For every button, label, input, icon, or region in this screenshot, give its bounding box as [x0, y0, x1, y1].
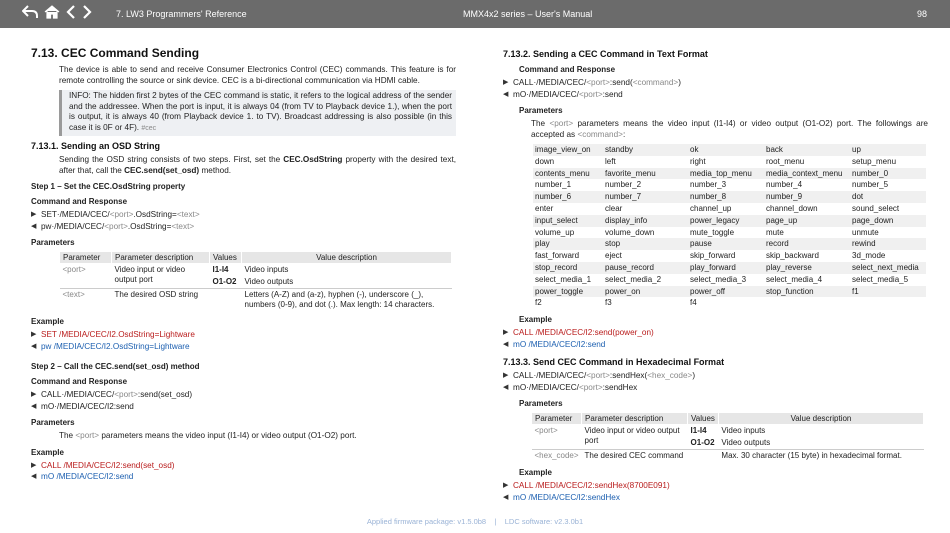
command-cell: page_up	[764, 215, 850, 227]
left-column	[31, 46, 456, 484]
page-footer	[0, 517, 950, 526]
command-cell	[850, 297, 926, 309]
send-command: ▶ CALL·/MEDIA/CEC/ <port> :send( <command> )	[503, 78, 681, 87]
command-cell: channel_up	[690, 203, 732, 213]
command-cell: f4	[690, 298, 697, 308]
command-cell: clear	[605, 203, 623, 213]
command-cell: skip_backward	[766, 251, 819, 261]
sendhex-command: ▶ CALL·/MEDIA/CEC/ <port> :sendHex( <hex_code> )	[503, 371, 696, 381]
arrow-left-icon: ◀	[31, 222, 37, 230]
command-cell: number_1	[535, 180, 572, 190]
command-row	[533, 274, 926, 286]
command-cell: number_4	[766, 180, 803, 190]
command-cell: sound_select	[852, 203, 900, 213]
hex-param-table: Parameter Parameter description Values Value description <port> Video input or video output port I1-I4 Video inputs O1-O2 Video outputs <hex_code> The desired CEC command Max. 30 character (15 byte) in hexadecimal format.	[531, 412, 924, 462]
command-cell: pause_record	[603, 262, 688, 274]
command-cell: fast_forward	[535, 251, 580, 261]
command-cell: up	[850, 144, 926, 156]
example-mo: ◀ mO /MEDIA/CEC/I2:send	[31, 472, 134, 481]
command-cell: input_select	[533, 215, 603, 227]
command-row	[533, 191, 926, 203]
mo-response: ◀ mO·/MEDIA/CEC/I2:send	[31, 401, 134, 411]
command-cell: display_info	[603, 215, 688, 227]
subsection-title-text: 7.13.2. Sending a CEC Command in Text Format	[503, 49, 708, 59]
command-cell: volume_up	[535, 227, 575, 237]
page-number: 98	[917, 9, 928, 19]
command-cell: left	[605, 156, 616, 166]
command-cell: record	[764, 238, 850, 250]
command-cell: eject	[605, 251, 622, 261]
command-cell: select_media_2	[605, 274, 662, 284]
command-row	[533, 286, 926, 298]
cmd-resp-heading-r: Command and Response	[519, 65, 616, 74]
command-cell: skip_forward	[690, 251, 736, 261]
command-cell: favorite_menu	[603, 168, 688, 180]
command-cell: power_on	[603, 286, 688, 298]
home-icon[interactable]	[44, 5, 60, 19]
command-cell: mute_toggle	[690, 227, 735, 237]
command-cell: media_context_menu	[764, 168, 850, 180]
command-row	[533, 250, 926, 262]
command-cell: unmute	[852, 227, 879, 237]
command-cell: number_8	[688, 191, 764, 203]
example-hex-mo: ◀ mO /MEDIA/CEC/I2:sendHex	[503, 492, 620, 502]
command-cell: power_off	[688, 286, 764, 298]
command-cell: select_media_1	[535, 274, 592, 284]
command-cell: number_3	[690, 180, 727, 190]
step2-heading: Step 2 – Call the CEC.send(set_osd) method	[31, 362, 200, 371]
command-cell: play_forward	[688, 262, 764, 274]
command-cell: number_0	[850, 168, 926, 180]
example-heading-hex: Example	[519, 468, 552, 478]
command-cell: mute	[766, 227, 784, 237]
command-row	[533, 238, 926, 250]
example-mo-r: ◀ mO /MEDIA/CEC/I2:send	[503, 339, 606, 349]
section-title: 7.13. CEC Command Sending	[31, 46, 200, 60]
command-cell: standby	[603, 144, 688, 156]
params-heading: Parameters	[31, 238, 75, 247]
param-table: Parameter Parameter description Values Value description <port> Video input or video output port I1-I4 Video inputs O1-O2 Video outputs <text> The desired OSD string Letters (A-Z) and (a-z), hyphen (-), underscore (_), numbers (0-9), and dot (.). Max length: 14 characters.	[59, 251, 452, 311]
example-call: ▶ CALL /MEDIA/CEC/I2:send(set_osd)	[31, 460, 175, 470]
subsection-title-osd: 7.13.1. Sending an OSD String	[31, 141, 161, 151]
nav-icons	[22, 5, 92, 19]
command-row	[533, 144, 926, 156]
example-heading-r: Example	[519, 315, 552, 325]
command-cell: dot	[850, 191, 926, 203]
params-heading-r: Parameters	[519, 106, 563, 115]
subsection-title-hex: 7.13.3. Send CEC Command in Hexadecimal Format	[503, 357, 725, 368]
example-set: ▶ SET /MEDIA/CEC/I2.OsdString=Lightware	[31, 330, 195, 339]
command-cell: number_6	[533, 191, 603, 203]
command-cell: contents_menu	[533, 168, 603, 180]
command-param-paragraph: The <port> parameters means the video input (I1-I4) or video output (O1-O2) port. The followings are accepted as <command>:	[531, 119, 928, 139]
call-command: ▶ CALL·/MEDIA/CEC/ <port> :send(set_osd)	[31, 390, 193, 399]
command-cell: f3	[605, 298, 612, 308]
command-row	[533, 297, 926, 309]
command-cell: f2	[535, 298, 542, 308]
command-row	[533, 215, 926, 227]
command-cell: stop_function	[764, 286, 850, 298]
command-row	[533, 168, 926, 180]
command-cell: 3d_mode	[852, 251, 886, 261]
command-cell: number_9	[764, 191, 850, 203]
intro-paragraph: The device is able to send and receive Consumer Electronics Control (CEC) commands. This feature is for remote controlling the source or sink device. CEC is a bi-directional communication via HDMI cable.	[59, 65, 456, 85]
example-heading-2: Example	[31, 447, 64, 457]
send-response: ◀ mO·/MEDIA/CEC/ <port> :send	[503, 89, 623, 99]
chevron-left-icon[interactable]	[66, 5, 76, 19]
command-cell: play_reverse	[764, 262, 850, 274]
info-text: INFO: The hidden first 2 bytes of the CEC command is static, it refers to the logical address of the sender and the addressee. When the port is input, it is always 04 (from TV to Playback device 1.), when the port is output, it is always 40 (from Playback device 1. to TV). Broadcast addressing is also possible (in this case it is 0F or 4F).	[69, 91, 452, 132]
command-cell: image_view_on	[533, 144, 603, 156]
command-cell: select_media_4	[766, 274, 823, 284]
command-cell: play	[533, 238, 603, 250]
command-cell: number_7	[603, 191, 688, 203]
command-cell: back	[764, 144, 850, 156]
back-icon[interactable]	[22, 5, 38, 19]
manual-title: MMX4x2 series – User's Manual	[463, 9, 593, 19]
chapter-title: 7. LW3 Programmers' Reference	[116, 9, 247, 19]
set-command: ▶ SET·/MEDIA/CEC/ <port> .OsdString= <text>	[31, 210, 200, 219]
footer-separator: |	[494, 517, 497, 526]
firmware-version[interactable]: Applied firmware package: v1.5.0b8	[366, 517, 487, 526]
sendhex-response: ◀ mO·/MEDIA/CEC/ <port> :sendHex	[503, 382, 638, 392]
command-cell: enter	[535, 203, 554, 213]
params-heading-2: Parameters	[31, 418, 75, 427]
header-bar	[0, 0, 950, 28]
command-cell: select_media_5	[852, 274, 909, 284]
step1-heading: Step 1 – Set the CEC.OsdString property	[31, 182, 186, 191]
command-cell: power_toggle	[533, 286, 603, 298]
example-call-r: ▶ CALL /MEDIA/CEC/I2:send(power_on)	[503, 328, 654, 338]
command-cell: select_next_media	[850, 262, 926, 274]
cmd-resp-heading: Command and Response	[31, 197, 128, 206]
info-box	[59, 90, 456, 136]
command-row	[533, 227, 926, 239]
ldc-version[interactable]: LDC software: v2.3.0b1	[504, 517, 584, 526]
osd-paragraph: Sending the OSD string consists of two steps. First, set the CEC.OsdString property with the desired text, after that, call the CEC.send(set_osd) method.	[59, 155, 456, 175]
command-cell: pause	[688, 238, 764, 250]
command-cell: setup_menu	[852, 156, 897, 166]
command-cell	[764, 297, 850, 309]
example-pw: ◀ pw /MEDIA/CEC/I2.OsdString=Lightware	[31, 341, 190, 351]
command-cell: media_top_menu	[688, 168, 764, 180]
command-row	[533, 262, 926, 274]
chevron-right-icon[interactable]	[82, 5, 92, 19]
command-cell: root_menu	[766, 156, 805, 166]
cmd-resp-heading-2: Command and Response	[31, 377, 128, 386]
arrow-right-icon: ▶	[31, 211, 37, 218]
command-cell: rewind	[850, 238, 926, 250]
command-cell: channel_down	[766, 203, 818, 213]
example-hex-call: ▶ CALL /MEDIA/CEC/I2:sendHex(8700E091)	[503, 481, 670, 491]
command-row	[533, 156, 926, 168]
command-cell: number_5	[852, 180, 889, 190]
command-cell: page_down	[850, 215, 926, 227]
command-cell: down	[535, 156, 555, 166]
command-cell: volume_down	[605, 227, 655, 237]
command-cell: number_2	[605, 180, 642, 190]
command-cell: f1	[850, 286, 926, 298]
port-param-paragraph: The <port> parameters means the video input (I1-I4) or video output (O1-O2) port.	[59, 431, 357, 440]
pw-response: ◀ pw·/MEDIA/CEC/ <port> .OsdString= <text>	[31, 221, 195, 231]
cec-command-table	[533, 144, 926, 309]
example-heading: Example	[31, 317, 64, 326]
params-heading-hex: Parameters	[519, 399, 563, 409]
command-cell: right	[690, 156, 706, 166]
right-column	[503, 46, 928, 504]
command-cell: select_media_3	[690, 274, 747, 284]
command-cell: ok	[688, 144, 764, 156]
command-row	[533, 179, 926, 191]
command-cell: power_legacy	[688, 215, 764, 227]
info-tag: #cec	[141, 124, 157, 132]
command-row	[533, 203, 926, 215]
command-cell: stop_record	[533, 262, 603, 274]
command-cell: stop	[603, 238, 688, 250]
